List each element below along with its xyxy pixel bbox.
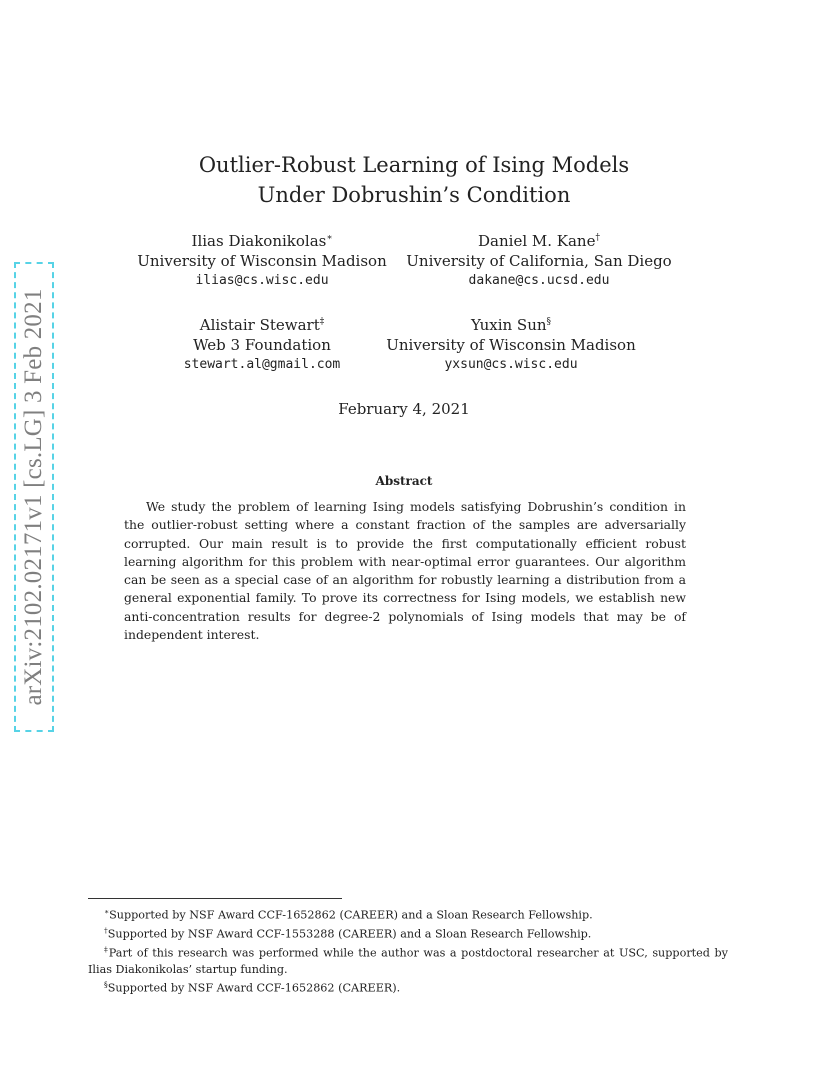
footnote-text: Supported by NSF Award CCF-1652862 (CAREER). xyxy=(107,981,401,995)
author-mark: § xyxy=(546,317,552,327)
author-name: Daniel M. Kane xyxy=(478,232,596,250)
author-name: Ilias Diakonikolas xyxy=(191,232,327,250)
footnote-text: Supported by NSF Award CCF-1553288 (CAREER) and a Sloan Research Fellowship. xyxy=(107,927,592,941)
footnote-mark: † xyxy=(104,926,108,936)
paper-title xyxy=(0,150,828,210)
title-line-2: Under Dobrushin’s Condition xyxy=(257,183,571,207)
author-affiliation: Web 3 Foundation xyxy=(193,336,331,354)
footnote xyxy=(88,904,728,923)
author-name: Yuxin Sun xyxy=(470,316,547,334)
footnote xyxy=(88,923,728,942)
author-block xyxy=(150,312,374,375)
footnote-text: Supported by NSF Award CCF-1652862 (CAREER) and a Sloan Research Fellowship. xyxy=(109,908,593,922)
author-name-line xyxy=(150,312,374,335)
author-affiliation: University of Wisconsin Madison xyxy=(137,252,387,270)
footnote-text: Part of this research was performed while the author was a postdoctoral researcher at USC, supported by Ilias Diakonikolas’ startup funding. xyxy=(88,947,728,976)
footnote-mark: ‡ xyxy=(104,945,109,955)
footnote-mark: § xyxy=(104,980,108,990)
footnote-rule xyxy=(88,898,342,899)
arxiv-stamp[interactable] xyxy=(14,262,54,732)
title-line-1: Outlier-Robust Learning of Ising Models xyxy=(198,153,630,177)
author-name-line xyxy=(130,228,394,251)
author-email[interactable]: stewart.al@gmail.com xyxy=(183,357,341,372)
author-email[interactable]: ilias@cs.wisc.edu xyxy=(195,273,329,288)
author-block xyxy=(384,312,638,375)
footnote-mark: ∗ xyxy=(104,907,110,916)
arxiv-stamp-text: arXiv:2102.02171v1 [cs.LG] 3 Feb 2021 xyxy=(20,288,47,706)
footnote xyxy=(88,942,728,977)
author-mark: † xyxy=(595,233,600,243)
abstract-body: We study the problem of learning Ising models satisfying Dobrushin’s condition in the outlier-robust setting where a constant fraction of the samples are adversarially corrupted. Our main result is to provide the first computationally efficient robust learning algorithm for this problem with near-optimal error guarantees. Our algorithm can be seen as a special case of an algorithm for robustly learning a distribution from a general exponential family. To prove its correctness for Ising models, we establish new anti-concentration results for degree-2 polynomials of Ising models that may be of independent interest. xyxy=(124,499,686,643)
author-email[interactable]: dakane@cs.ucsd.edu xyxy=(468,273,610,288)
paper-date: February 4, 2021 xyxy=(338,400,470,418)
author-mark: ‡ xyxy=(319,317,325,327)
author-mark: ∗ xyxy=(326,233,333,243)
abstract-heading: Abstract xyxy=(375,474,433,488)
footnote xyxy=(88,977,728,996)
author-name-line xyxy=(384,312,638,335)
author-affiliation: University of California, San Diego xyxy=(406,252,672,270)
author-name: Alistair Stewart xyxy=(199,316,320,334)
author-affiliation: University of Wisconsin Madison xyxy=(386,336,636,354)
author-email[interactable]: yxsun@cs.wisc.edu xyxy=(444,357,578,372)
author-block xyxy=(404,228,674,291)
author-name-line xyxy=(404,228,674,251)
footnotes xyxy=(88,904,728,996)
author-block xyxy=(130,228,394,291)
